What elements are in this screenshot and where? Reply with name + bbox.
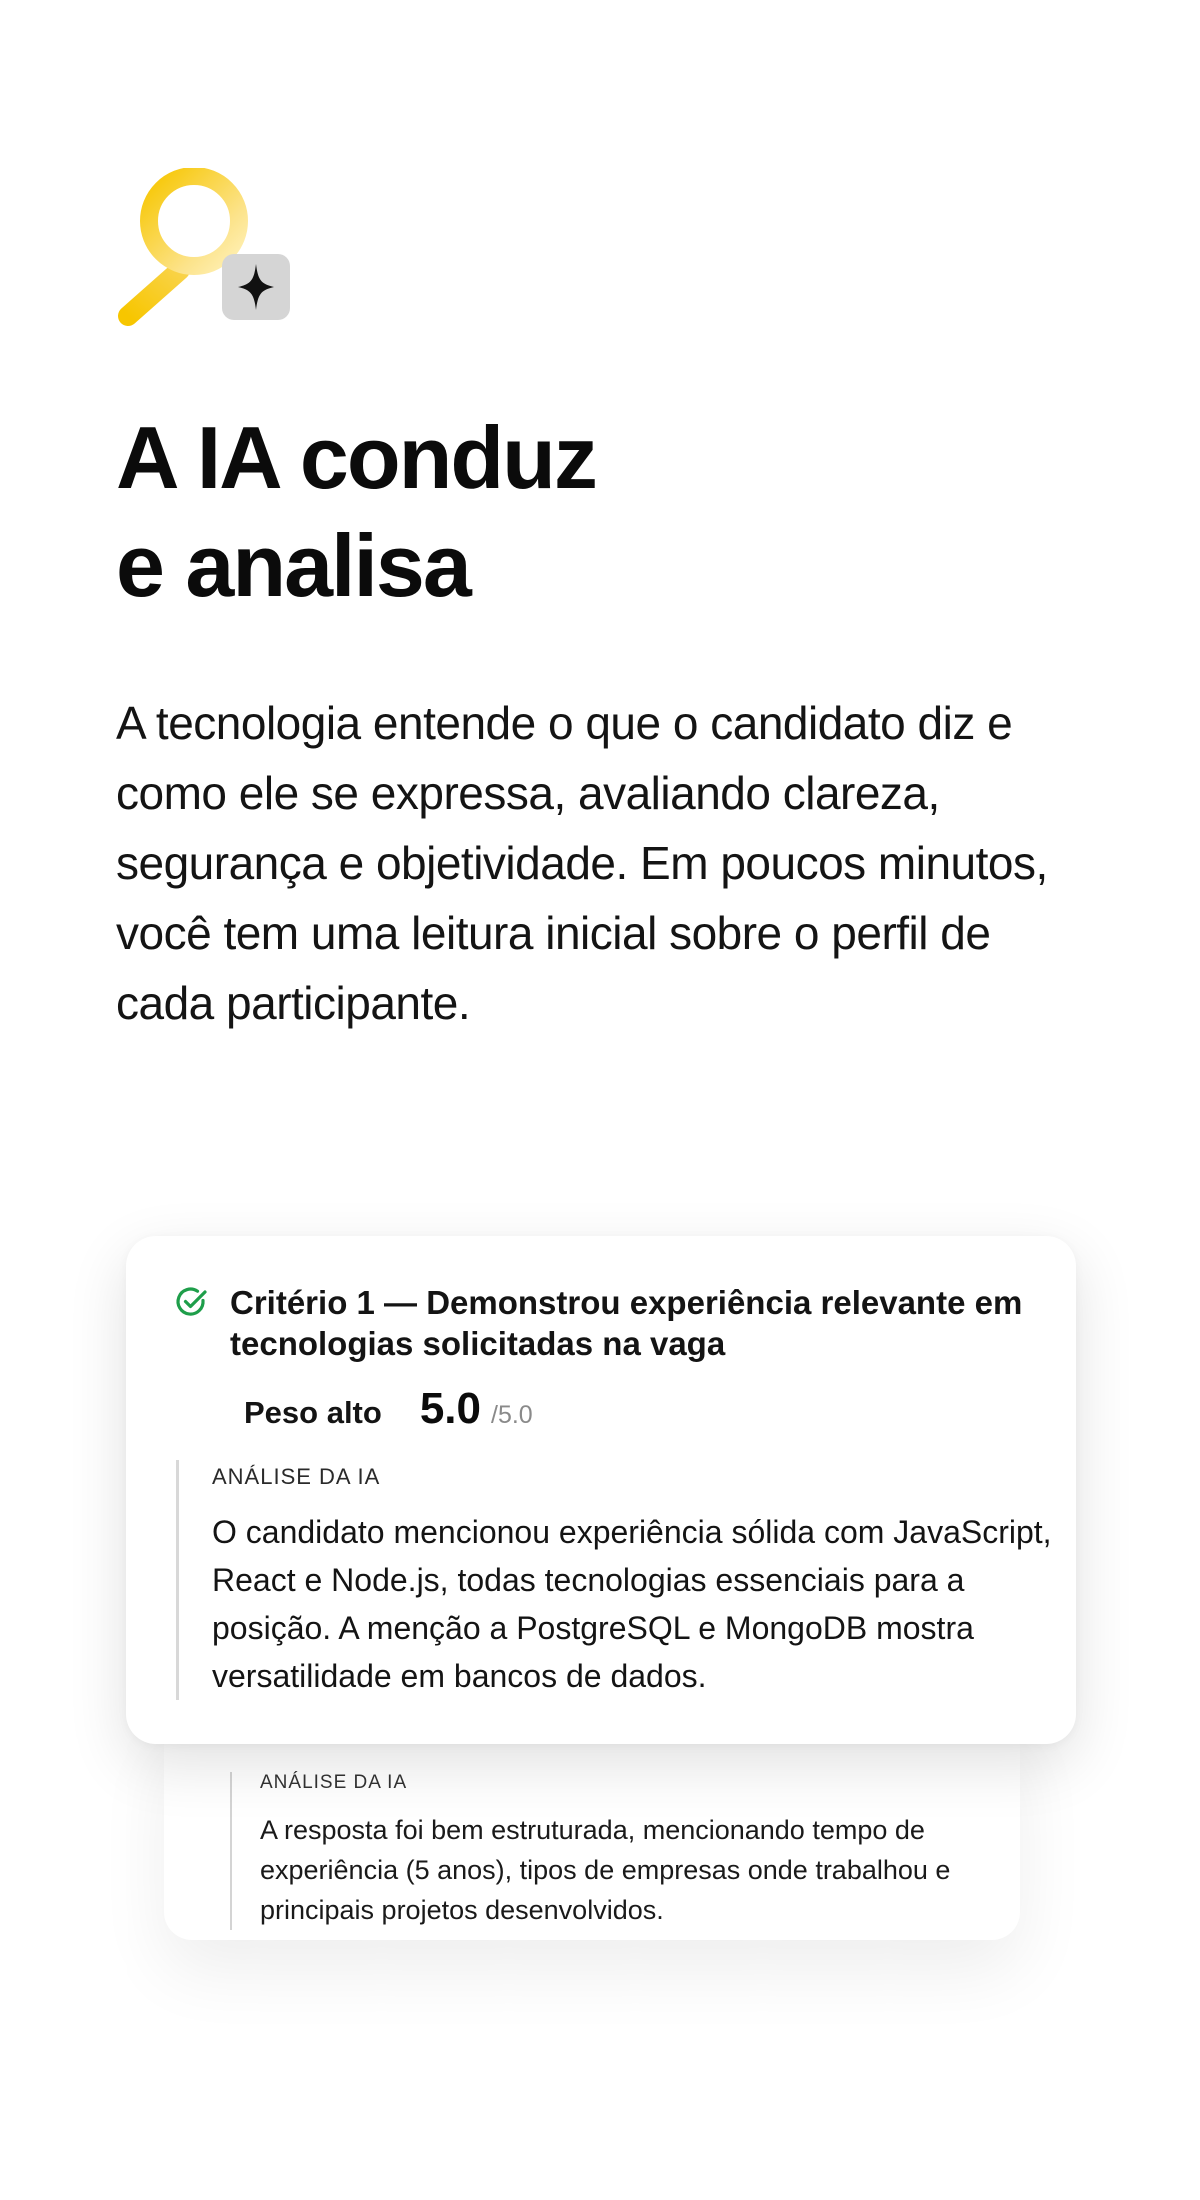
page-title — [116, 404, 596, 620]
ai-analysis-text: O candidato mencionou experiência sólida com JavaScript, React e Node.js, todas tecnologias essenciais para a posição. A menção a PostgreSQL e MongoDB mostra versatilidade em bancos de dados. — [212, 1514, 1052, 1694]
check-circle-icon — [174, 1284, 210, 1320]
intro-paragraph: A tecnologia entende o que o candidato diz e como ele se expressa, avaliando clareza, segurança e objetividade. Em poucos minutos, você tem uma leitura inicial sobre o perfil de cada participante. — [116, 697, 1048, 1029]
magnifier-sparkle-icon — [112, 168, 296, 328]
back-ai-analysis-text: A resposta foi bem estruturada, mencionando tempo de experiência (5 anos), tipos de empresas onde trabalhou e principais projetos desenvolvidos. — [260, 1815, 951, 1925]
ai-analysis-label: ANÁLISE DA IA — [212, 1464, 381, 1489]
criterion-title: Critério 1 — Demonstrou experiência relevante em tecnologias solicitadas na vaga — [230, 1284, 1023, 1362]
back-ai-analysis-label: ANÁLISE DA IA — [260, 1772, 408, 1793]
criterion-card — [126, 1236, 1076, 1744]
page-title-line-1: A IA conduz — [116, 408, 596, 507]
score-value: 5.0 — [419, 1384, 481, 1433]
back-ai-analysis — [230, 1772, 1000, 1930]
score-max: /5.0 — [491, 1401, 533, 1429]
page-title-line-2: e analisa — [116, 516, 470, 615]
weight-score-row — [244, 1384, 533, 1434]
ai-analysis — [176, 1460, 1062, 1700]
weight-label: Peso alto — [244, 1395, 382, 1430]
